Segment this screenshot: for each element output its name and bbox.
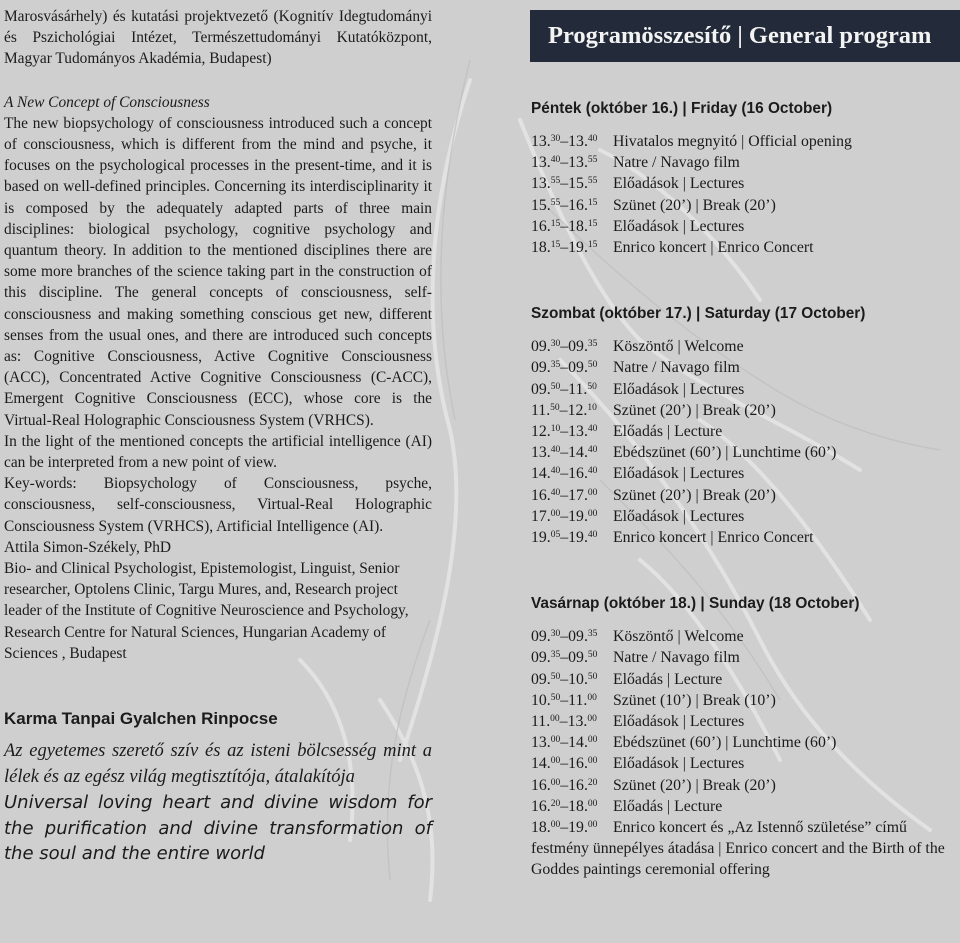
time-range: 09.30–09.35	[531, 338, 598, 356]
schedule-row	[531, 400, 959, 421]
time-minute: 00	[587, 508, 598, 519]
time-range: 13.40–13.55	[531, 154, 598, 172]
time-range: 16.40–17.00	[531, 486, 598, 504]
time-hour: 13.	[531, 133, 551, 150]
schedule-row	[531, 753, 959, 774]
time-minute: 20	[550, 798, 561, 809]
time-minute: 00	[587, 756, 598, 767]
time-hour: 13.	[531, 154, 551, 172]
day-heading: Szombat (október 17.) | Saturday (17 October)	[531, 305, 866, 323]
schedule-row	[531, 732, 959, 753]
schedule-row	[531, 131, 959, 152]
time-hour: 16.	[531, 217, 551, 235]
time-hour: 09.	[531, 670, 551, 688]
schedule-row	[531, 626, 959, 647]
event-description: Szünet (20’) | Break (20’)	[613, 486, 776, 504]
time-range: 13.30–13.40	[531, 133, 598, 150]
time-hour: 11.	[568, 691, 588, 709]
time-range: 09.30–09.35	[531, 628, 598, 646]
time-hour: 13.	[568, 423, 588, 441]
time-minute: 50	[587, 671, 598, 682]
time-hour: 16.	[568, 196, 588, 214]
time-minute: 00	[550, 820, 561, 831]
time-hour: 11.	[531, 401, 551, 419]
time-range: 12.10–13.40	[531, 423, 598, 441]
time-hour: 14.	[568, 444, 588, 462]
time-hour: 19.	[568, 529, 588, 547]
schedule-day	[531, 593, 959, 880]
time-hour: 19.	[568, 239, 588, 257]
event-description: Natre / Navago film	[613, 649, 740, 667]
time-range: 14.40–16.40	[531, 465, 598, 483]
event-description: Ebédszünet (60’) | Lunchtime (60’)	[613, 444, 837, 462]
speaker-affiliation: Marosvásárhely) és kutatási projektvezető (Kognitív Idegtudományi és Pszichológiai Intézet, Természettudományi Kutatóközpont, Magyar Tudományos Akadémia, Budapest)	[4, 8, 432, 68]
time-range: 15.55–16.15	[531, 196, 598, 214]
time-range: 11.00–13.00	[531, 713, 597, 731]
time-hour: 18.	[531, 239, 551, 257]
event-description: Előadások | Lectures	[613, 175, 745, 193]
schedule-row	[531, 357, 959, 378]
time-range: 18.00–19.00	[531, 819, 598, 837]
time-minute: 30	[550, 339, 561, 350]
time-minute: 40	[550, 155, 561, 166]
time-hour: 19.	[531, 529, 551, 547]
time-minute: 10	[587, 402, 597, 413]
time-minute: 50	[587, 360, 598, 371]
time-minute: 00	[587, 692, 597, 703]
time-range: 11.50–12.10	[531, 401, 597, 419]
time-hour: 13.	[568, 133, 588, 150]
time-range: 09.35–09.50	[531, 649, 598, 667]
time-minute: 00	[550, 508, 561, 519]
time-hour: 11.	[531, 713, 551, 731]
schedule-row	[531, 216, 959, 237]
time-hour: 19.	[568, 819, 588, 837]
time-minute: 15	[587, 240, 598, 251]
time-range: 16.20–18.00	[531, 797, 598, 815]
time-minute: 50	[550, 402, 560, 413]
event-description: Előadások | Lectures	[613, 380, 745, 398]
event-description: Előadás | Lecture	[613, 670, 723, 688]
author-name: Attila Simon-Székely, PhD	[4, 538, 172, 556]
time-hour: 09.	[531, 359, 551, 377]
schedule-day	[531, 98, 959, 258]
event-description: Szünet (20’) | Break (20’)	[613, 401, 776, 419]
schedule-row	[531, 711, 959, 732]
time-hour: 14.	[531, 465, 551, 483]
time-range: 14.00–16.00	[531, 755, 598, 773]
day-heading: Vasárnap (október 18.) | Sunday (18 October)	[531, 595, 860, 613]
time-hour: 13.	[567, 713, 588, 731]
time-minute: 35	[587, 339, 598, 350]
time-minute: 40	[550, 445, 561, 456]
schedule-row	[531, 796, 959, 817]
talk-title-hungarian: Az egyetemes szerető szív és az isteni bölcsesség mint a lélek és az egész világ megtisztítója, átalakítója	[4, 741, 432, 787]
schedule-list	[531, 131, 959, 258]
author-bio: Bio- and Clinical Psychologist, Epistemologist, Linguist, Senior researcher, Optolens Clinic, Targu Mures, and, Research project leader of the Institute of Cognitive Neuroscience and Psychology, Research Centre for Natural Sciences, Hungarian Academy of Sciences , Budapest	[4, 560, 409, 662]
abstract-ai: In the light of the mentioned concepts the artificial intelligence (AI) can be interpreted from a new point of view.	[4, 432, 432, 472]
time-hour: 18.	[531, 819, 551, 837]
talk-title-english: Universal loving heart and divine wisdom for the purification and divine transformation of the soul and the entire world	[4, 792, 432, 865]
schedule-row	[531, 336, 959, 357]
event-description: Előadások | Lectures	[613, 465, 745, 483]
event-description: Natre / Navago film	[613, 359, 740, 377]
time-minute: 55	[550, 197, 561, 208]
event-description: Előadás | Lecture	[613, 423, 723, 441]
schedule-list	[531, 336, 959, 548]
time-hour: 09.	[531, 338, 551, 356]
event-description: Szünet (20’) | Break (20’)	[613, 776, 776, 794]
time-minute: 40	[550, 487, 561, 498]
schedule-row	[531, 237, 959, 258]
event-description: Köszöntő | Welcome	[613, 338, 744, 356]
schedule-row	[531, 775, 959, 796]
time-minute: 55	[587, 155, 598, 166]
keywords: Key-words: Biopsychology of Consciousness, psyche, consciousness, self-consciousness, Virtual-Real Holographic Consciousness System (VRHCS), Artificial Intelligence (AI).	[4, 475, 432, 535]
left-column	[4, 6, 432, 867]
schedule-row	[531, 173, 959, 194]
time-range: 16.00–16.20	[531, 776, 598, 794]
time-hour: 15.	[568, 175, 588, 193]
schedule-row	[531, 485, 959, 506]
time-hour: 18.	[568, 217, 588, 235]
time-hour: 16.	[531, 486, 551, 504]
time-hour: 17.	[531, 507, 551, 525]
time-range: 09.50–11.50	[531, 380, 597, 398]
schedule-list	[531, 626, 959, 880]
time-range: 19.05–19.40	[531, 529, 598, 547]
event-description: Előadások | Lectures	[613, 507, 745, 525]
schedule-day	[531, 303, 959, 548]
time-minute: 00	[587, 487, 598, 498]
program-banner: Programösszesítő | General program	[530, 10, 960, 62]
schedule-column	[531, 98, 959, 881]
time-minute: 40	[587, 530, 598, 541]
time-hour: 15.	[531, 196, 551, 214]
schedule-row	[531, 421, 959, 442]
time-hour: 13.	[531, 175, 551, 193]
event-description: Hivatalos megnyitó | Official opening	[613, 133, 852, 150]
time-range: 13.40–14.40	[531, 444, 598, 462]
time-minute: 55	[587, 176, 598, 187]
schedule-row	[531, 817, 959, 881]
time-minute: 15	[587, 218, 598, 229]
time-hour: 09.	[568, 649, 588, 667]
time-range: 13.55–15.55	[531, 175, 598, 193]
time-minute: 40	[550, 466, 561, 477]
time-minute: 50	[587, 381, 597, 392]
time-minute: 55	[550, 176, 561, 187]
schedule-row	[531, 647, 959, 668]
time-hour: 09.	[568, 338, 588, 356]
time-hour: 11.	[568, 380, 588, 398]
time-minute: 35	[550, 360, 561, 371]
time-hour: 09.	[531, 628, 551, 646]
time-hour: 14.	[531, 755, 551, 773]
event-description: Enrico koncert és „Az Istennő születése” című festmény ünnepélyes átadása | Enrico concert and the Birth of the Goddes paintings ceremonial offering	[531, 819, 945, 879]
event-description: Előadások | Lectures	[613, 217, 745, 235]
time-minute: 40	[587, 424, 598, 435]
schedule-row	[531, 442, 959, 463]
time-hour: 10.	[531, 691, 551, 709]
time-hour: 09.	[568, 628, 588, 646]
speaker-name: Karma Tanpai Gyalchen Rinpocse	[4, 709, 278, 729]
time-minute: 50	[550, 671, 561, 682]
event-description: Köszöntő | Welcome	[613, 628, 744, 646]
time-hour: 18.	[568, 797, 588, 815]
event-description: Enrico koncert | Enrico Concert	[613, 239, 814, 257]
time-minute: 00	[587, 714, 597, 725]
time-minute: 15	[587, 197, 598, 208]
time-minute: 15	[550, 218, 561, 229]
time-range: 13.00–14.00	[531, 734, 598, 752]
time-hour: 17.	[568, 486, 588, 504]
time-hour: 10.	[568, 670, 588, 688]
time-hour: 09.	[531, 380, 551, 398]
time-hour: 14.	[568, 734, 588, 752]
day-heading: Péntek (október 16.) | Friday (16 October)	[531, 100, 833, 117]
event-description: Előadások | Lectures	[613, 713, 745, 731]
time-minute: 00	[587, 820, 598, 831]
time-minute: 30	[550, 629, 561, 640]
time-hour: 13.	[568, 154, 588, 172]
schedule-row	[531, 527, 959, 548]
event-description: Szünet (10’) | Break (10’)	[613, 691, 776, 709]
time-hour: 09.	[568, 359, 588, 377]
schedule-row	[531, 506, 959, 527]
time-hour: 12.	[567, 401, 588, 419]
time-minute: 50	[550, 692, 561, 703]
time-minute: 40	[587, 445, 598, 456]
time-range: 09.50–10.50	[531, 670, 598, 688]
time-hour: 19.	[568, 507, 588, 525]
time-hour: 12.	[531, 423, 551, 441]
time-minute: 50	[550, 381, 561, 392]
time-minute: 00	[550, 777, 561, 788]
time-minute: 35	[587, 629, 598, 640]
time-minute: 00	[587, 735, 598, 746]
time-hour: 13.	[531, 444, 551, 462]
time-range: 17.00–19.00	[531, 507, 598, 525]
event-description: Natre / Navago film	[613, 154, 740, 172]
abstract-title: A New Concept of Consciousness	[4, 93, 210, 111]
time-minute: 30	[550, 134, 561, 144]
abstract-body: The new biopsychology of consciousness introduced such a concept of consciousness, which is different from the mind and psyche, it focuses on the psychological processes in the present-time, and it is based on well-defined principles. Concerning its interdisciplinarity it is composed by the adequately adapted parts of three main disciplines: biological psychology, cognitive psychology and quantum theory. In addition to the mentioned disciplines there are some more branches of the science taking part in the construction of this discipline. The general concepts of consciousness, self-consciousness and making something conscious get new, different senses from the usual ones, and there are introduced such concepts as: Cognitive Consciousness, Active Cognitive Consciousness (ACC), Concentrated Active Cognitive Consciousness (C-ACC), Emergent Cognitive Consciousness (ECC), whose core is the Virtual-Real Holographic Consciousness System (VRHCS).	[4, 114, 432, 429]
time-minute: 00	[587, 798, 598, 809]
time-hour: 09.	[531, 649, 551, 667]
time-minute: 50	[587, 650, 598, 661]
time-hour: 13.	[531, 734, 551, 752]
event-description: Ebédszünet (60’) | Lunchtime (60’)	[613, 734, 837, 752]
time-minute: 10	[550, 424, 561, 435]
event-description: Szünet (20’) | Break (20’)	[613, 196, 776, 214]
time-minute: 40	[587, 134, 598, 144]
time-minute: 05	[550, 530, 561, 541]
schedule-row	[531, 690, 959, 711]
time-hour: 16.	[568, 755, 588, 773]
event-description: Előadások | Lectures	[613, 755, 745, 773]
time-hour: 16.	[568, 465, 588, 483]
time-range: 09.35–09.50	[531, 359, 598, 377]
time-hour: 16.	[568, 776, 588, 794]
time-minute: 00	[550, 756, 561, 767]
schedule-row	[531, 463, 959, 484]
time-range: 10.50–11.00	[531, 691, 597, 709]
time-minute: 40	[587, 466, 598, 477]
time-minute: 00	[550, 714, 560, 725]
schedule-row	[531, 669, 959, 690]
time-minute: 20	[587, 777, 598, 788]
event-description: Előadás | Lecture	[613, 797, 723, 815]
schedule-row	[531, 195, 959, 216]
time-hour: 16.	[531, 797, 551, 815]
time-range: 18.15–19.15	[531, 239, 598, 257]
time-minute: 00	[550, 735, 561, 746]
time-minute: 15	[550, 240, 561, 251]
schedule-row	[531, 152, 959, 173]
time-minute: 35	[550, 650, 561, 661]
time-range: 16.15–18.15	[531, 217, 598, 235]
event-description: Enrico koncert | Enrico Concert	[613, 529, 814, 547]
time-hour: 16.	[531, 776, 551, 794]
schedule-row	[531, 379, 959, 400]
